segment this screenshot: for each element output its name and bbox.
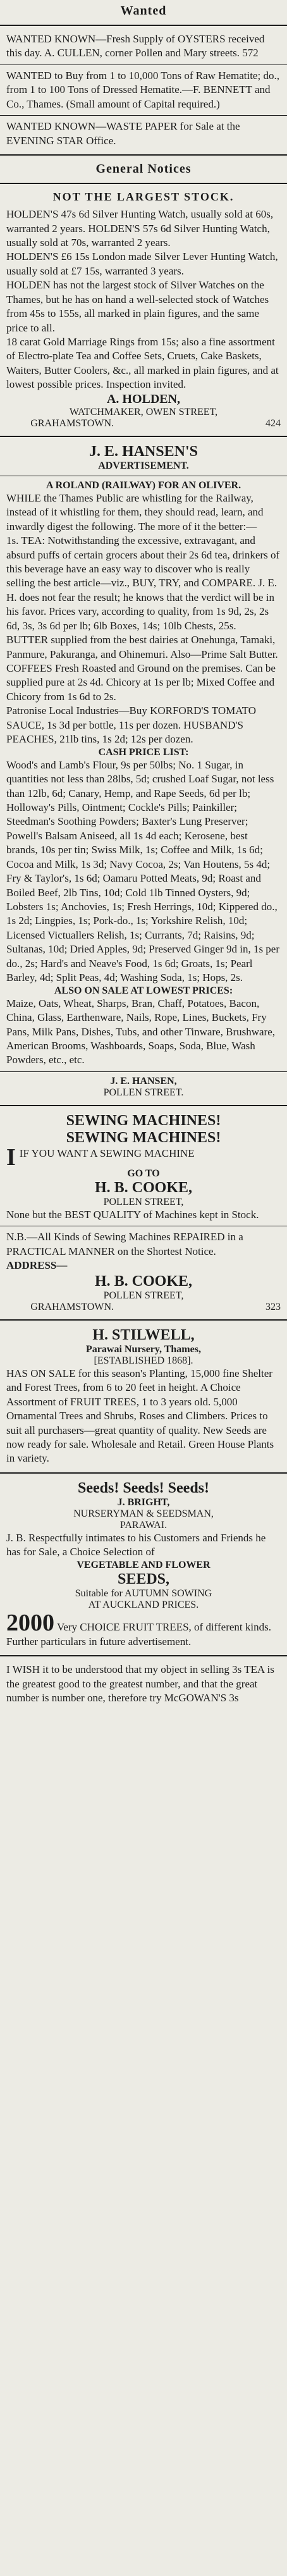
bright-at: AT AUCKLAND PRICES. <box>88 1599 199 1610</box>
cooke-banner-1: SEWING MACHINES! <box>66 1112 221 1129</box>
newspaper-page <box>0 4 287 2576</box>
wanted-hematite: WANTED to Buy from 1 to 10,000 Tons of Raw Hematite; do., from 1 to 100 Tons of Dressed Hematite.—F. BENNETT and Co., Thames. (Small amount of Capital required.) <box>6 69 279 110</box>
hansen-address: POLLEN STREET. <box>103 1087 184 1098</box>
cooke-addr-town: GRAHAMSTOWN. <box>30 1301 114 1312</box>
hansen-roland: A ROLAND (RAILWAY) FOR AN OLIVER. <box>46 479 241 491</box>
hansen-sale-title: ALSO ON SALE AT LOWEST PRICES: <box>54 985 233 996</box>
hansen-signature: J. E. HANSEN, <box>110 1075 177 1087</box>
hansen-p4: COFFEES Fresh Roasted and Ground on the premises. Can be supplied pure at 2s 4d. Chicory at 1s per lb; Mixed Coffee and Chicory from 1s 6d to 2s. <box>6 662 276 703</box>
holden-p1: HOLDEN'S 47s 6d Silver Hunting Watch, usually sold at 60s, warranted 2 years. HOLDEN'S 57s 6d Silver Hunting Watch, usually sold at 70s, warranted 2 years. <box>6 208 274 249</box>
mcgowan-tea-notice: I WISH it to be understood that my object in selling 3s TEA is the greatest good to the greatest number, and that the great number is number one, therefore try McGOWAN'S 3s <box>6 1663 274 1704</box>
cooke-addr-street: POLLEN STREET, <box>103 1290 184 1301</box>
holden-p3: HOLDEN has not the largest stock of Silver Watches on the Thames, but he has on hand a well-selected stock of Watches from 45s to 155s, all marked in plain figures, and the same price to all. <box>6 279 269 334</box>
cooke-goto: GO TO <box>127 1168 160 1179</box>
holden-signature: A. HOLDEN, <box>106 391 181 406</box>
stilwell-established: [ESTABLISHED 1868]. <box>94 1355 193 1366</box>
hansen-p3: BUTTER supplied from the best dairies at Onehunga, Tamaki, Panmure, Pakuranga, and Ohinemuri. Also—Prime Salt Butter. <box>6 634 278 660</box>
general-notices-header: General Notices <box>95 162 192 176</box>
stilwell-body: HAS ON SALE for this season's Planting, 15,000 fine Shelter and Forest Trees, from 6 to 20 feet in height. A Choice Assortment of FRUIT TREES, 1 to 3 years old. 5,000 Ornamental Trees and Shrubs, Roses and Climbers. Prices to suit all purchasers—great quantity of quality. New Seeds are now ready for sale. Wholesale and Retail. Green House Plants in variety. <box>6 1367 274 1465</box>
general-notices-section <box>0 162 287 429</box>
hansen-sale-list: Maize, Oats, Wheat, Sharps, Bran, Chaff, Potatoes, Bacon, China, Glass, Earthenware, Nails, Rope, Lines, Buckets, Fry Pans, Milk Pans, Dishes, Tubs, and other Tinware, Brushware, American Brooms, Washboards, Soaps, Soda, Blue, Wash Powders, etc., etc. <box>6 997 276 1066</box>
bright-name: J. BRIGHT, <box>117 1496 170 1508</box>
holden-ref: 424 <box>266 417 281 429</box>
stilwell-section <box>0 1327 287 1466</box>
hansen-p2: 1s. TEA: Notwithstanding the excessive, extravagant, and absurd puffs of certain grocers about their 2s 6d tea, drinkers of this beverage have an easy way to discover who is really selling the best article—viz., BUY, TRY, and COMPARE. J. E. H. does not fear the result; he knows that the verdict will be in his favor. Prices vary, according to quality, from 1s 9d, 2s, 2s 6d, 3s, 3s 6d per lb; 6lb Boxes, 14s; 10lb Chests, 25s. <box>6 534 280 632</box>
bright-suitable: Suitable for AUTUMN SOWING <box>75 1587 212 1599</box>
stilwell-name: H. STILWELL, <box>92 1326 195 1343</box>
holden-p2: HOLDEN'S £6 15s London made Silver Lever Hunting Watch, usually sold at £7 15s, warranted 3 years. <box>6 250 278 277</box>
holden-title: NOT THE LARGEST STOCK. <box>52 190 235 204</box>
bright-title: NURSERYMAN & SEEDSMAN, <box>73 1508 214 1519</box>
hansen-adv: ADVERTISEMENT. <box>98 460 189 471</box>
cooke-ref: 323 <box>266 1301 281 1312</box>
cooke-address-label: ADDRESS— <box>6 1259 68 1272</box>
wanted-waste-paper: WANTED KNOWN—WASTE PAPER for Sale at the EVENING STAR Office. <box>6 120 240 147</box>
cooke-banner-2: SEWING MACHINES! <box>66 1129 221 1146</box>
cooke-name: H. B. COOKE, <box>94 1180 193 1196</box>
cooke-nb: N.B.—All Kinds of Sewing Machines REPAIRED in a PRACTICAL MANNER on the Shortest Notice. <box>6 1231 243 1257</box>
hansen-cash-title: CASH PRICE LIST: <box>98 746 189 758</box>
cooke-section <box>0 1112 287 1313</box>
bright-trees: Very CHOICE FRUIT TREES, of different kinds. Further particulars in future advertisement. <box>6 1620 271 1648</box>
bright-veg: VEGETABLE AND FLOWER <box>76 1559 211 1570</box>
holden-p4: 18 carat Gold Marriage Rings from 15s; also a fine assortment of Electro-plate Tea and Coffee Sets, Cruets, Cake Baskets, Waiters, Butter Coolers, &c., all marked in plain figures, and at lowest possible prices. Inspection invited. <box>6 336 279 391</box>
cooke-line1: IF YOU WANT A SEWING MACHINE <box>19 1147 195 1159</box>
bright-body: J. B. Respectfully intimates to his Customers and Friends he has for Sale, a Choice Selection of <box>6 1531 266 1558</box>
bright-2000: 2000 <box>6 1609 54 1636</box>
hansen-section <box>0 443 287 1099</box>
cooke-addr-name: H. B. COOKE, <box>94 1273 193 1290</box>
holden-town: GRAHAMSTOWN. <box>30 417 114 429</box>
hansen-cash-list: Wood's and Lamb's Flour, 9s per 50lbs; No. 1 Sugar, in quantities not less than 28lbs, 5d; crushed Loaf Sugar, not less than 12lb, 6d; Canary, Hemp, and Rape Seeds, 6d per lb; Holloway's Pills, Ointment; Cockle's Pills; Painkiller; Steedman's Soothing Powders; Baxter's Lung Preserver; Powell's Balsam Aniseed, all 1s 4d each; Kerosene, best brands, 10s per tin; Swiss Milk, 1s; Coffee and Milk, 1s 6d; Cocoa and Milk, 1s 3d; Navy Cocoa, 2s; Van Houtens, 5s 4d; Fry & Taylor's, 1s 6d; Oamaru Potted Meats, 9d; Roast and Boiled Beef, 2lb Tins, 10d; Cold 1lb Tinned Oysters, 9d; Lobsters 1s; Anchovies, 1s; Fresh Herrings, 10d; Kippered do., 1s 2d; Lingpies, 1s; Pork-do., 1s; Yorkshire Relish, 10d; Licensed Victuallers Relish, 1s; Currants, 7d; Raisins, 9d; Sultanas, 10d; Dried Apples, 9d; Preserved Ginger 9d in, 1s per do., 2s; Hard's and Neave's Food, 1s 6d; Groats, 1s; Pearl Barley, 4d; Split Peas, 4d; Washing Soda, 1s; Hops, 2s. <box>6 758 280 984</box>
cooke-street: POLLEN STREET, <box>103 1197 184 1207</box>
hansen-title: J. E. HANSEN'S <box>89 443 198 460</box>
cooke-none: None but the BEST QUALITY of Machines kept in Stock. <box>6 1209 259 1221</box>
wanted-oysters: WANTED KNOWN—Fresh Supply of OYSTERS received this day. A. CULLEN, corner Pollen and Mary streets. 572 <box>6 33 265 59</box>
bright-section <box>0 1480 287 1649</box>
cooke-dropcap: I <box>6 1143 16 1171</box>
wanted-header: Wanted <box>120 4 167 18</box>
holden-occupation: WATCHMAKER, OWEN STREET, <box>69 406 218 417</box>
stilwell-nursery: Parawai Nursery, Thames, <box>86 1343 201 1355</box>
bright-seeds: Seeds! Seeds! Seeds! <box>78 1479 209 1496</box>
hansen-p5: Patronise Local Industries—Buy KORFORD'S TOMATO SAUCE, 1s 3d per bottle, 11s per dozen. HUSBAND'S PEACHES, 21lb tins, 1s 2d; 12s per dozen. <box>6 705 257 746</box>
bright-seeds-title: SEEDS, <box>117 1570 170 1587</box>
bright-place: PARAWAI. <box>119 1519 168 1531</box>
hansen-p1: WHILE the Thames Public are whistling for the Railway, instead of it whistling for them, they should read, learn, and inwardly digest the following. The more of it the better:— <box>6 491 264 533</box>
wanted-section <box>0 4 287 148</box>
